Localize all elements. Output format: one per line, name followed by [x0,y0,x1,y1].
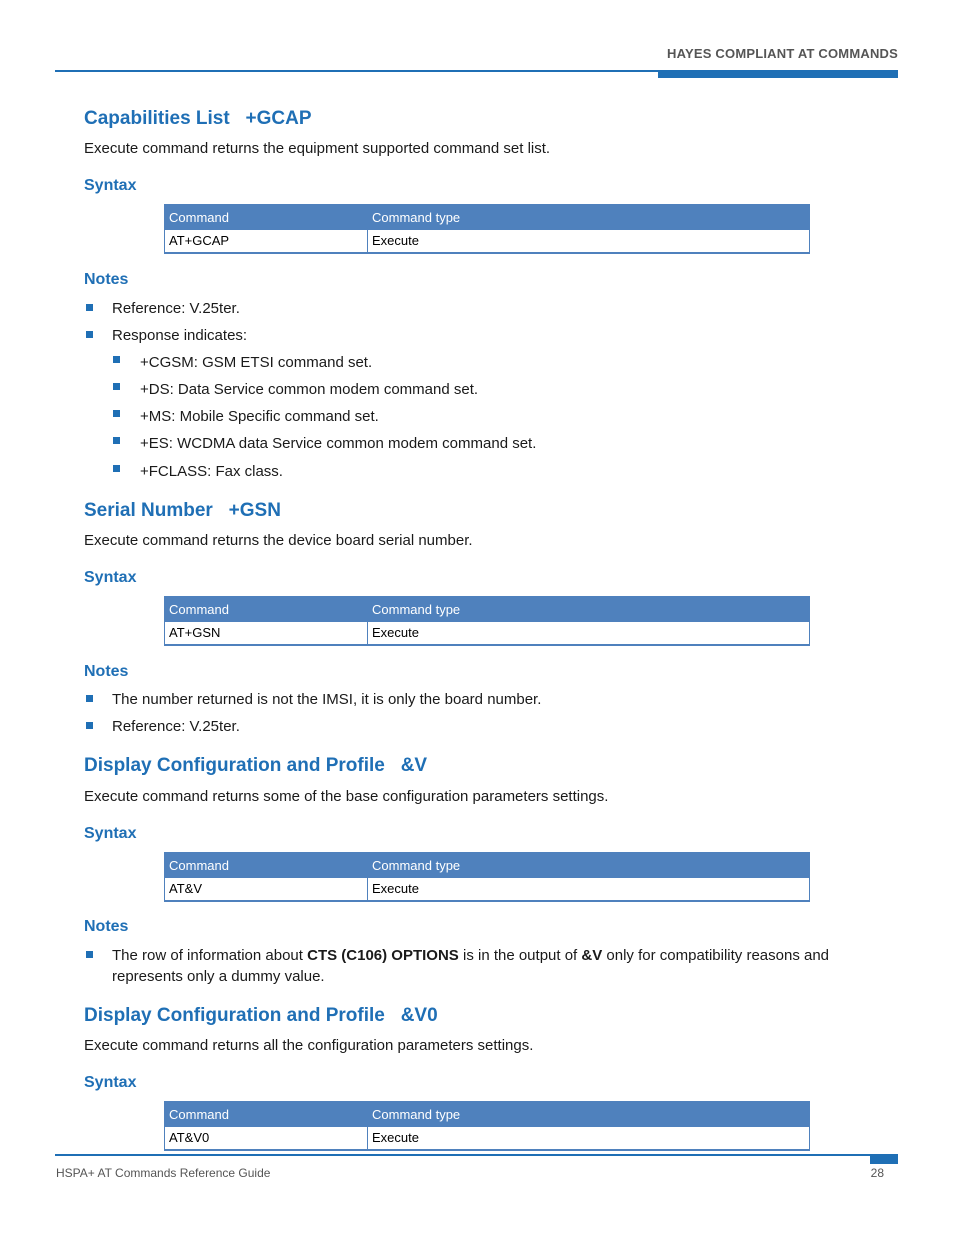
section-description-and-v: Execute command returns some of the base configuration parameters settings. [84,788,609,805]
page-number: 28 [870,1166,884,1180]
list-item: Reference: V.25ter. [84,298,874,319]
table-header-command: Command [165,1102,368,1127]
table-header-type: Command type [368,597,810,622]
square-bullet-icon [113,465,120,472]
table-header-type: Command type [368,853,810,878]
section-title-and-v0: Display Configuration and Profile &V0 [84,1005,438,1026]
syntax-table-gcap [164,204,810,254]
section-title-gcap: Capabilities List +GCAP [84,108,312,129]
square-bullet-icon [86,304,93,311]
table-cell-command: AT&V [165,878,368,901]
square-bullet-icon [86,331,93,338]
sub-list-item: +ES: WCDMA data Service common modem command set. [112,433,536,454]
square-bullet-icon [86,951,93,958]
square-bullet-icon [113,383,120,390]
syntax-table-and-v [164,852,810,902]
table-row [165,878,810,901]
sub-list-item: +MS: Mobile Specific command set. [112,406,379,427]
list-item: The row of information about CTS (C106) OPTIONS is in the output of &V only for compatibility reasons and represents only a dummy value. [84,945,874,987]
table-row [165,622,810,645]
sub-list-item: +CGSM: GSM ETSI command set. [112,352,372,373]
running-header: HAYES COMPLIANT AT COMMANDS [667,46,898,61]
table-header-command: Command [165,205,368,230]
notes-heading-gsn: Notes [84,663,129,680]
syntax-table-and-v0 [164,1101,810,1151]
section-description-gcap: Execute command returns the equipment supported command set list. [84,140,551,157]
table-header-type: Command type [368,205,810,230]
footer-doc-title: HSPA+ AT Commands Reference Guide [56,1166,271,1180]
syntax-heading-gcap: Syntax [84,177,137,194]
table-header-type: Command type [368,1102,810,1127]
syntax-heading-gsn: Syntax [84,569,137,586]
sub-list-item: +DS: Data Service common modem command set. [112,379,478,400]
section-title-and-v: Display Configuration and Profile &V [84,755,428,776]
table-header-command: Command [165,597,368,622]
header-accent-tab [658,70,898,78]
footer-accent-tab [870,1154,898,1164]
square-bullet-icon [86,722,93,729]
syntax-table-gsn [164,596,810,646]
table-cell-command: AT+GSN [165,622,368,645]
table-cell-type: Execute [368,878,810,901]
sub-list-item: +FCLASS: Fax class. [112,461,283,482]
square-bullet-icon [113,437,120,444]
section-description-gsn: Execute command returns the device board serial number. [84,532,473,549]
table-cell-type: Execute [368,230,810,253]
table-cell-command: AT&V0 [165,1127,368,1150]
table-cell-type: Execute [368,1127,810,1150]
list-item: Response indicates: [84,325,874,346]
list-item: The number returned is not the IMSI, it is only the board number. [84,689,874,710]
square-bullet-icon [86,695,93,702]
table-row [165,230,810,253]
notes-heading-and-v: Notes [84,918,129,935]
table-cell-type: Execute [368,622,810,645]
footer-rule [55,1154,898,1156]
square-bullet-icon [113,410,120,417]
section-description-and-v0: Execute command returns all the configuration parameters settings. [84,1037,534,1054]
syntax-heading-and-v0: Syntax [84,1074,137,1091]
notes-heading-gcap: Notes [84,271,129,288]
table-row [165,1127,810,1150]
table-header-command: Command [165,853,368,878]
list-item: Reference: V.25ter. [84,716,874,737]
section-title-gsn: Serial Number +GSN [84,500,281,521]
syntax-heading-and-v: Syntax [84,825,137,842]
table-cell-command: AT+GCAP [165,230,368,253]
square-bullet-icon [113,356,120,363]
